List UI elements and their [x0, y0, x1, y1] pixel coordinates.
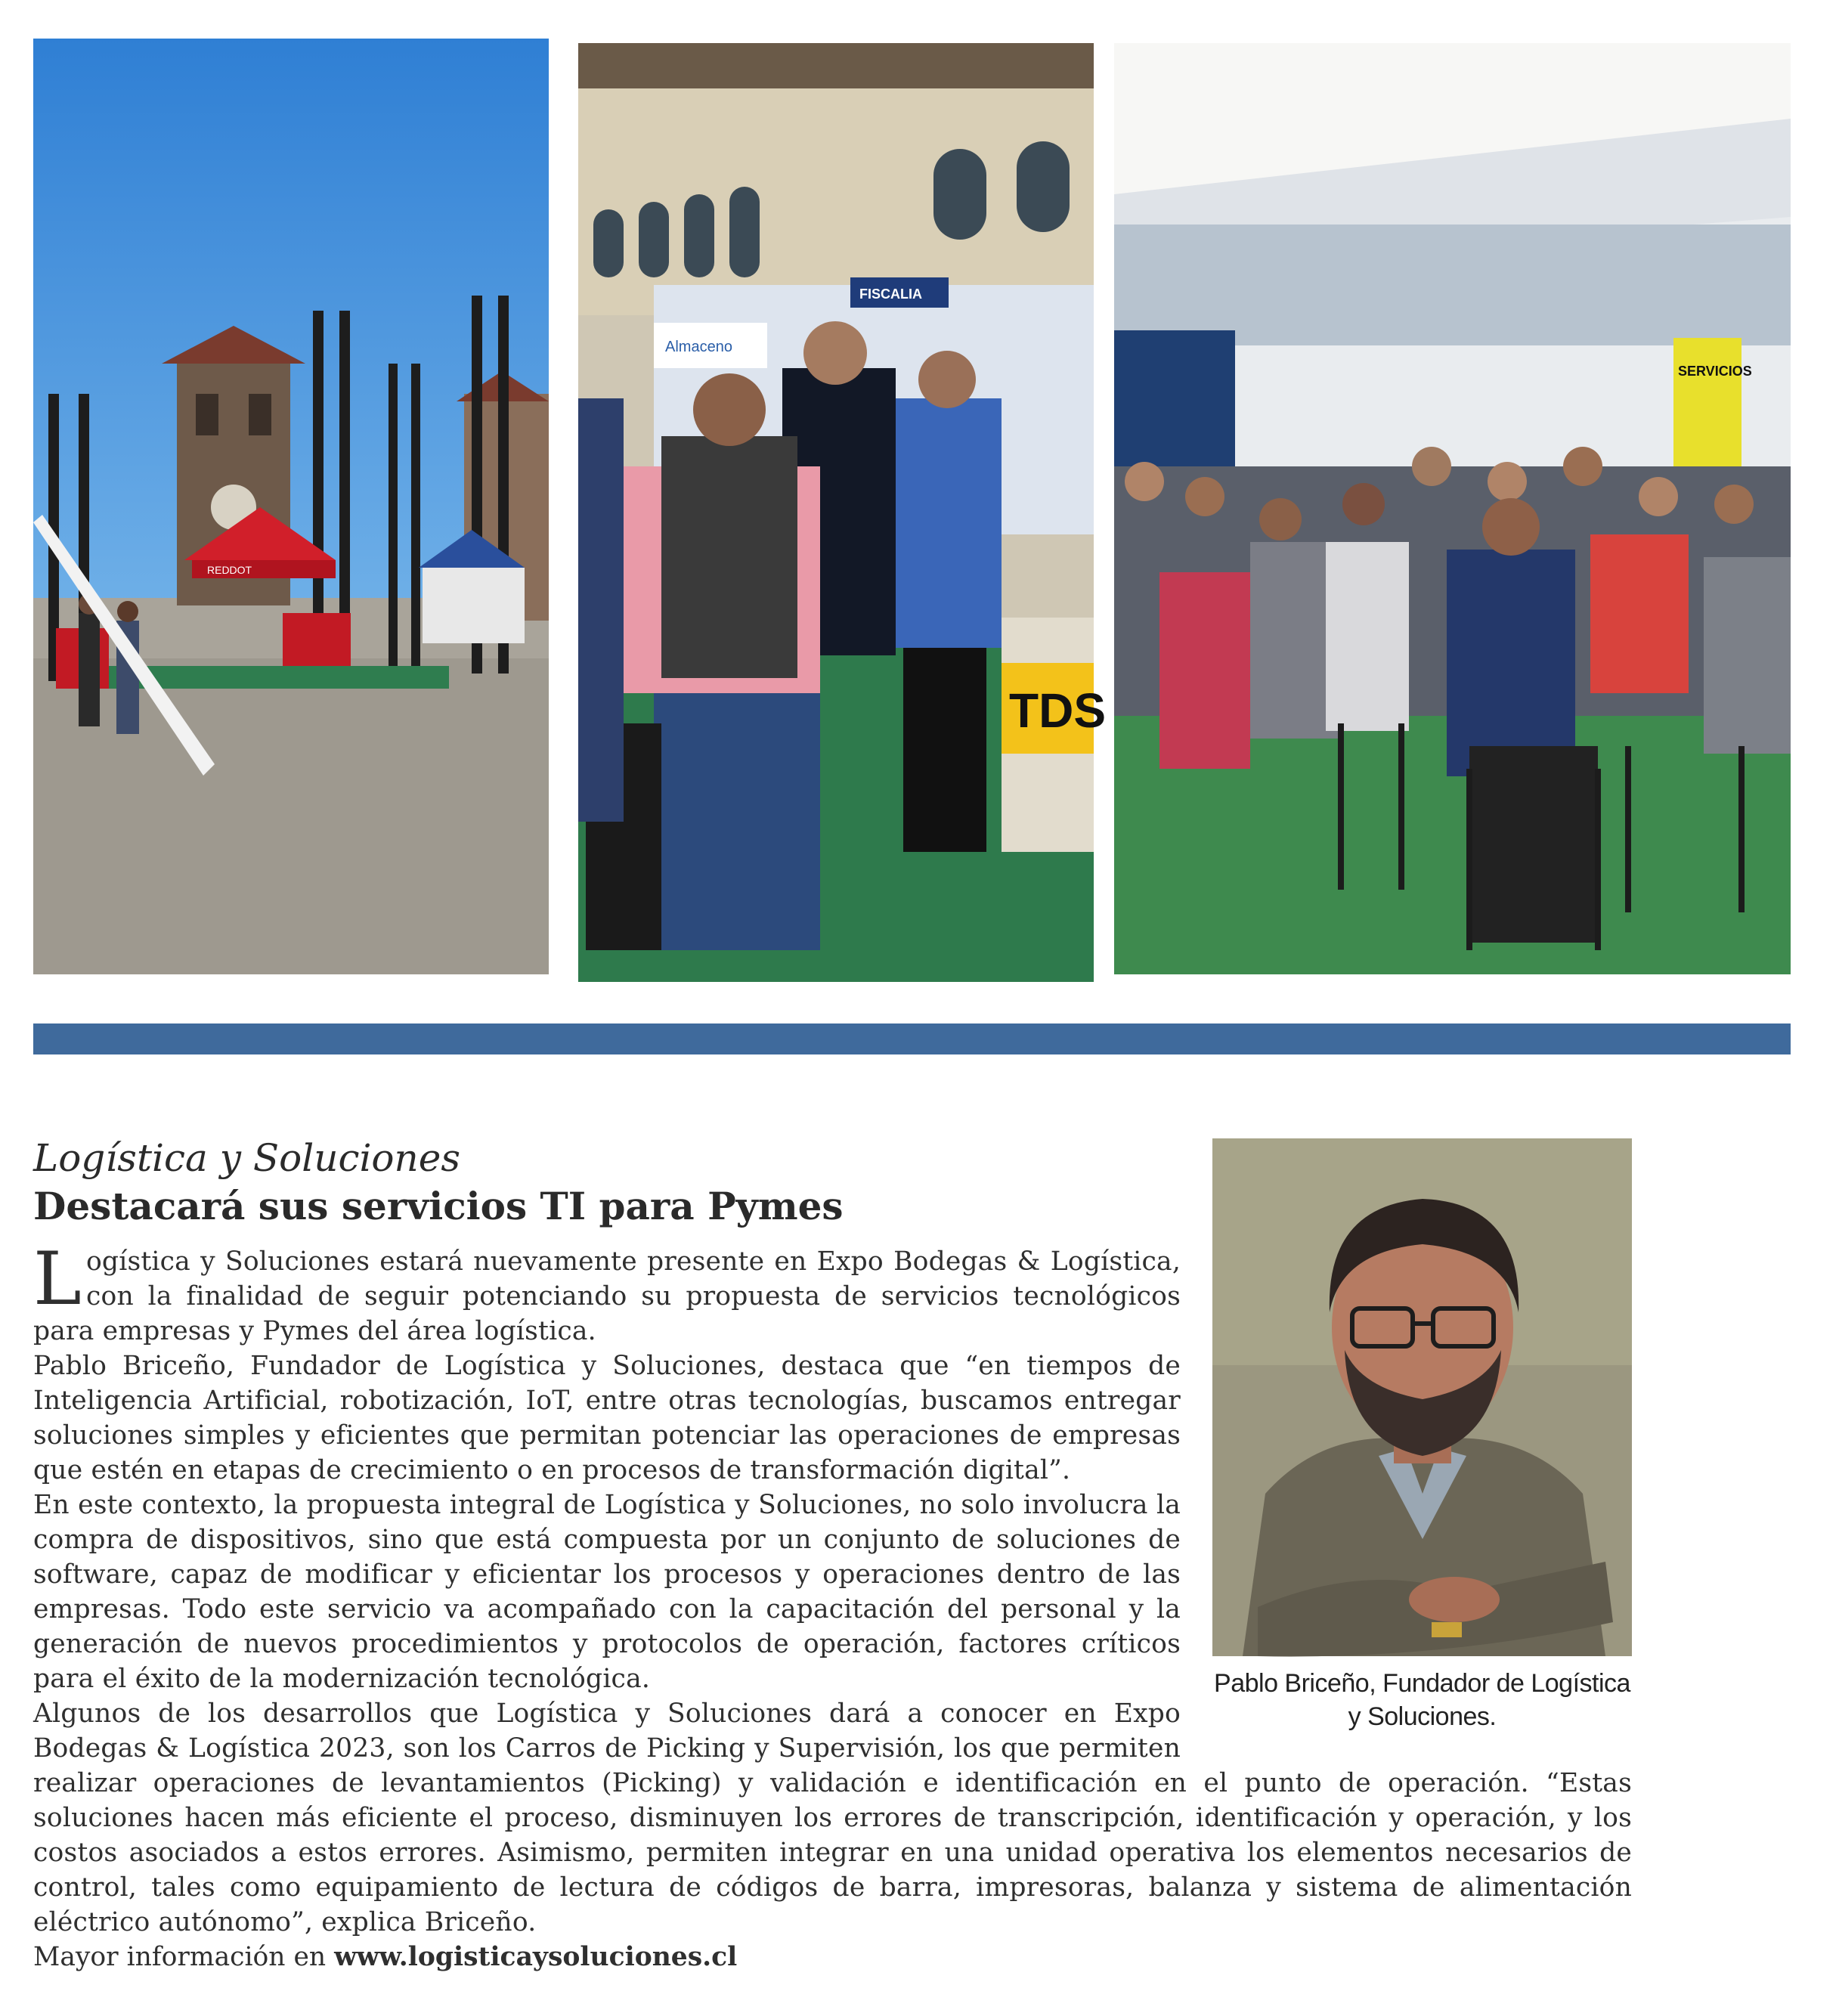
- booth-sign-text: TDS: [1009, 683, 1106, 738]
- portrait-figure: [1212, 1138, 1632, 1733]
- canopy-brand-text: REDDOT: [207, 564, 252, 576]
- portrait-caption: Pablo Briceño, Fundador de Logística y Soluciones.: [1214, 1669, 1630, 1731]
- photo-forklift-exhibit: [33, 39, 549, 974]
- banner-almaceno-text: Almaceno: [665, 339, 732, 355]
- banner-servicios-text: SERVICIOS: [1678, 364, 1752, 379]
- photo-seminar-audience: [1114, 43, 1791, 974]
- article-paragraph-4: Algunos de los desarrollos que Logística y Soluciones dará a conocer en Expo Bodegas & Logística 2023, son los Carros de Picking y Supervisión, los que permiten realizar operaciones de levantamientos (Picking) y validación e identificación en el punto de operación. “Estas soluciones hacen más eficiente el proceso, disminuyen los errores de transcripción, identificación y operación, y los costos asociados a estos errores. Asimismo, permiten integrar en una unidad operativa los elementos necesarios de control, tales como equipamiento de lectura de códigos de barra, impresoras, balanza y sistema de alimentación eléctrico autónomo”, explica Briceño.: [33, 1699, 1632, 1937]
- section-divider-bar: [33, 1023, 1791, 1054]
- more-info-label: Mayor información en: [33, 1942, 327, 1972]
- portrait-photo: [1212, 1138, 1632, 1656]
- paragraph-1-text: ogística y Soluciones estará nuevamente presente en Expo Bodegas & Logística, con la finalidad de seguir potenciando su propuesta de servicios tecnológicos para empresas y Pymes del área logística.: [33, 1246, 1181, 1346]
- more-info-line: [33, 1940, 1632, 1974]
- article-paragraph-2: Pablo Briceño, Fundador de Logística y Soluciones, destaca que “en tiempos de Inteligencia Artificial, robotización, IoT, entre otras tecnologías, buscamos entregar soluciones simples y eficientes que permitan potenciar las operaciones de empresas que estén en etapas de crecimiento o en procesos de transformación digital”.: [33, 1351, 1181, 1485]
- article: [33, 1134, 1632, 1974]
- article-kicker: Logística y Soluciones: [33, 1136, 460, 1180]
- banner-fiscalia-text: FISCALIA: [859, 286, 922, 302]
- drop-cap: L: [33, 1237, 82, 1321]
- website-link[interactable]: www.logisticaysoluciones.cl: [334, 1942, 738, 1972]
- article-paragraph-3: En este contexto, la propuesta integral de Logística y Soluciones, no solo involucra la compra de dispositivos, sino que está compuesta por un conjunto de soluciones de software, capaz de modificar y eficientar los procesos y operaciones dentro de las empresas. Todo este servicio va acompañado con la capacitación del personal y la generación de nuevos procedimientos y protocolos de operación, factores críticos para el éxito de la modernización tecnológica.: [33, 1490, 1181, 1694]
- article-headline: Destacará sus servicios TI para Pymes: [33, 1184, 844, 1228]
- photo-booth-visitors: [578, 43, 1106, 982]
